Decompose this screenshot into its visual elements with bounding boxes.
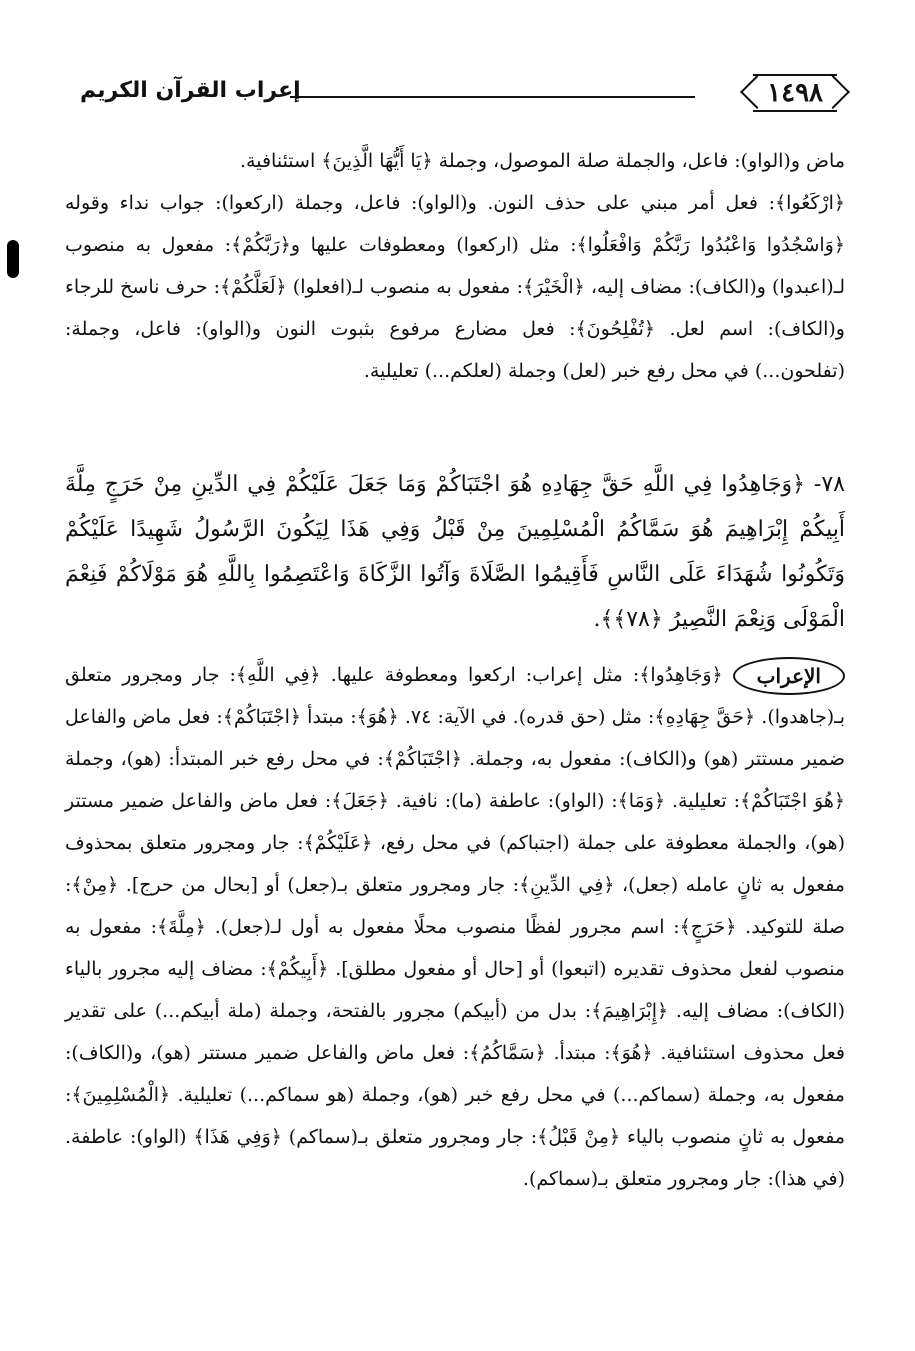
- verse-text: ﴿وَجَاهِدُوا فِي اللَّهِ حَقَّ جِهَادِهِ هُوَ اجْتَبَاكُمْ وَمَا جَعَلَ عَلَيْكُمْ فِي الدِّينِ مِنْ حَرَجٍ مِلَّةَ أَبِيكُمْ إِبْرَاهِيمَ هُوَ سَمَّاكُمُ الْمُسْلِمِينَ مِنْ قَبْلُ وَفِي هَذَا لِيَكُونَ الرَّسُولُ شَهِيدًا عَلَيْكُمْ وَتَكُونُوا شُهَدَاءَ عَلَى النَّاسِ فَأَقِيمُوا الصَّلَاةَ وَآتُوا الزَّكَاةَ وَاعْتَصِمُوا بِاللَّهِ هُوَ مَوْلَاكُمْ فَنِعْمَ الْمَوْلَى وَنِعْمَ النَّصِيرُ ﴿٧٨﴾﴾.: [65, 472, 845, 632]
- commentary-paragraph-2: ﴿ارْكَعُوا﴾: فعل أمر مبني على حذف النون. و(الواو): فاعل، وجملة (اركعوا): جواب نداء وقوله ﴿وَاسْجُدُوا وَاعْبُدُوا رَبَّكُمْ وَافْعَلُوا﴾: مثل (اركعوا) ومعطوفات عليها و﴿رَبَّكُمْ﴾: مفعول به منصوب لـ(اعبدوا) و(الكاف): مضاف إليه، ﴿الْخَيْرَ﴾: مفعول به منصوب لـ(افعلوا) ﴿لَعَلَّكُمْ﴾: حرف ناسخ للرجاء و(الكاف): اسم لعل. ﴿تُفْلِحُونَ﴾: فعل مضارع مرفوع بثبوت النون و(الواو): فاعل، وجملة: (تفلحون...) في محل رفع خبر (لعل) وجملة (لعلكم...) تعليلية.: [65, 192, 845, 382]
- page-number: ١٤٩٨: [753, 74, 837, 112]
- irab-text: ﴿وَجَاهِدُوا﴾: مثل إعراب: اركعوا ومعطوفة عليها. ﴿فِي اللَّهِ﴾: جار ومجرور متعلق بـ(جاهدوا). ﴿حَقَّ جِهَادِهِ﴾: مثل (حق قدره). في الآية: ٧٤. ﴿هُوَ﴾: مبتدأ ﴿اجْتَبَاكُمْ﴾: فعل ماض والفاعل ضمير مستتر (هو) و(الكاف): مفعول به، وجملة. ﴿اجْتَبَاكُمْ﴾: في محل رفع خبر المبتدأ: (هو)، وجملة ﴿هُوَ اجْتَبَاكُمْ﴾: تعليلية. ﴿وَمَا﴾: (الواو): عاطفة (ما): نافية. ﴿جَعَلَ﴾: فعل ماض والفاعل ضمير مستتر (هو)، والجملة معطوفة على جملة (اجتباكم) في محل رفع، ﴿عَلَيْكُمْ﴾: جار ومجرور متعلق بمحذوف مفعول به ثانٍ عامله (جعل)، ﴿فِي الدِّينِ﴾: جار ومجرور متعلق بـ(جعل) أو [بحال من حرج]. ﴿مِنْ﴾: صلة للتوكيد. ﴿حَرَجٍ﴾: اسم مجرور لفظًا منصوب محلًا مفعول به أول لـ(جعل). ﴿مِلَّةَ﴾: مفعول به منصوب لفعل محذوف تقديره (اتبعوا) أو [حال أو مفعول مطلق]. ﴿أَبِيكُمْ﴾: مضاف إليه مجرور بالياء (الكاف): مضاف إليه. ﴿إِبْرَاهِيمَ﴾: بدل من (أبيكم) مجرور بالفتحة، وجملة (ملة أبيكم...) على تقدير فعل محذوف استئنافية. ﴿هُوَ﴾: مبتدأ. ﴿سَمَّاكُمُ﴾: فعل ماض والفاعل ضمير مستتر (هو)، و(الكاف): مفعول به، وجملة (سماكم...) في محل رفع خبر (هو)، وجملة (هو سماكم...) تعليلية. ﴿الْمُسْلِمِينَ﴾: مفعول به ثانٍ منصوب بالياء ﴿مِنْ قَبْلُ﴾: جار ومجرور متعلق بـ(سماكم) ﴿وَفِي هَذَا﴾ (الواو): عاطفة. (في هذا): جار ومجرور متعلق بـ(سماكم).: [65, 664, 845, 1190]
- verse-paragraph: ٧٨- ﴿وَجَاهِدُوا فِي اللَّهِ حَقَّ جِهَادِهِ هُوَ اجْتَبَاكُمْ وَمَا جَعَلَ عَلَيْكُمْ فِي الدِّينِ مِنْ حَرَجٍ مِلَّةَ أَبِيكُمْ إِبْرَاهِيمَ هُوَ سَمَّاكُمُ الْمُسْلِمِينَ مِنْ قَبْلُ وَفِي هَذَا لِيَكُونَ الرَّسُولُ شَهِيدًا عَلَيْكُمْ وَتَكُونُوا شُهَدَاءَ عَلَى النَّاسِ فَأَقِيمُوا الصَّلَاةَ وَآتُوا الزَّكَاةَ وَاعْتَصِمُوا بِاللَّهِ هُوَ مَوْلَاكُمْ فَنِعْمَ الْمَوْلَى وَنِعْمَ النَّصِيرُ ﴿٧٨﴾﴾.: [65, 472, 845, 632]
- verse-block: [65, 462, 845, 642]
- irab-label: الإعراب: [733, 657, 845, 695]
- book-title: إعراب القرآن الكريم: [80, 78, 301, 103]
- verse-number: ٧٨: [821, 472, 845, 497]
- page-header: [70, 62, 845, 122]
- margin-mark: [7, 240, 19, 278]
- header-rule: [290, 96, 695, 98]
- commentary-paragraph-1: ماض و(الواو): فاعل، والجملة صلة الموصول، وجملة ﴿يَا أَيُّهَا الَّذِينَ﴾ استئنافية.: [240, 150, 845, 172]
- irab-block: [65, 654, 845, 1200]
- commentary-block: [65, 140, 845, 392]
